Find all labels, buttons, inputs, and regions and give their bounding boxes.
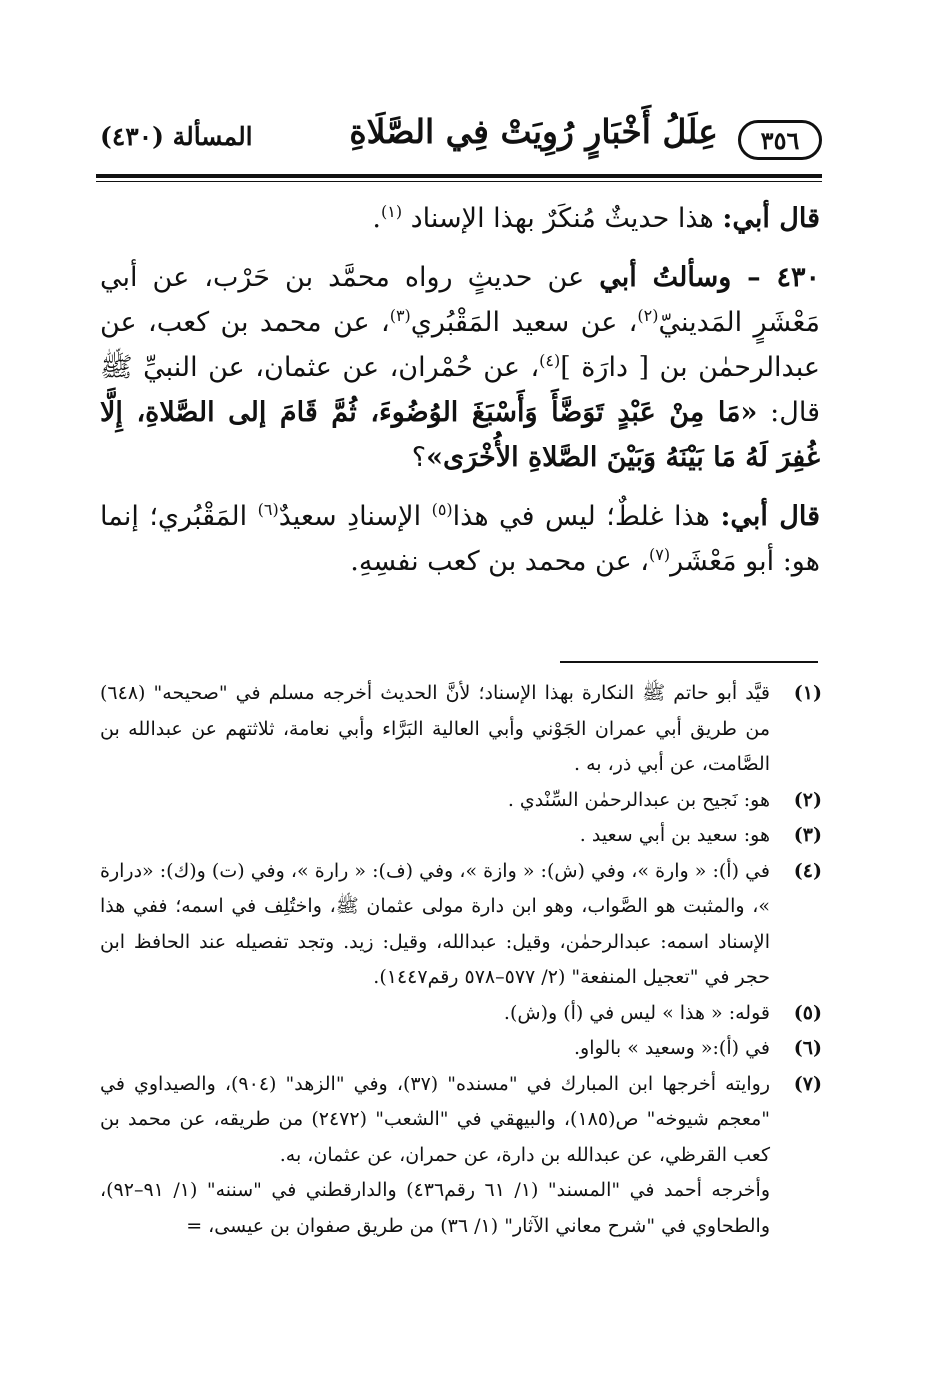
- question-paragraph: [100, 255, 820, 480]
- opening-paragraph: [100, 196, 820, 241]
- footnote-separator: [560, 661, 818, 663]
- footnote-text: روايته أخرجها ابن المبارك في "مسنده" (٣٧)، وفي "الزهد" (٩٠٤)، والصيداوي في "معجم شيوخه" ص(١٨٥)، والبيهقي في "الشعب" (٢٤٧٢) من طريقه، عن محمد بن كعب القرظي، عن عبدالله بن دارة، عن حمران، عن عثمان، به.: [100, 1072, 770, 1166]
- header-rule: [96, 174, 822, 178]
- footnote-number: (٥): [793, 1001, 822, 1024]
- footnote-number: (٣): [793, 824, 822, 846]
- footnote-ref-2: (٢): [637, 306, 659, 325]
- question-text-1: عن حديثٍ رواه محمَّد بن حَرْب، عن أبي مَعْشَرٍ المَدينيّ: [100, 262, 820, 338]
- footnote-text: في (أ): « وارة »، وفي (ش): « وازة »، وفي (ف): « رارة »، وفي (ت) و(ك): «درارة »، والمثبت هو الصَّواب، وهو ابن دارة مولى عثمان ﷺ، واختُلِف في اسمه؛ ففي هذا الإسناد اسمه: عبدالرحمٰن، وقيل: عبدالله، وقيل: زيد. وتجد تفصيله عند الحافظ ابن حجر في "تعجيل المنفعة" (٢/ ٥٧٧–٥٧٨ رقم١٤٤٧).: [100, 859, 770, 988]
- question-number: ٤٣٠ – وسألتُ أبي: [599, 262, 820, 293]
- footnote-number: (٦): [793, 1037, 822, 1059]
- answer-paragraph: [100, 494, 820, 584]
- footnote-2: [100, 783, 822, 819]
- footnote-7: [100, 1067, 822, 1174]
- footnote-ref-3: (٣): [389, 306, 411, 325]
- answer-speaker-label: قال أبي:: [720, 501, 820, 532]
- footnote-text: هو: سعيد بن أبي سعيد .: [579, 824, 770, 846]
- footnote-text: هو: نَجيح بن عبدالرحمٰن السِّنْدي .: [507, 788, 770, 811]
- footnote-text: قوله: « هذا » ليس في (أ) و(ش).: [503, 1001, 770, 1024]
- question-text-2: ، عن سعيد المَقْبُري: [410, 307, 638, 338]
- footnote-6: [100, 1031, 822, 1067]
- footnote-7-continued: [100, 1173, 822, 1244]
- answer-text-2: الإسنادِ سعيدٌ: [278, 501, 432, 532]
- footnote-ref-6: (٦): [257, 500, 279, 519]
- page-header: [96, 108, 822, 174]
- footnotes: [100, 676, 822, 1244]
- footnote-number: (١): [793, 682, 822, 704]
- footnote-number: (٢): [793, 788, 822, 811]
- question-text-4: ، عن حُمْران، عن عثمان، عن النبيِّ ﷺ قال:: [100, 352, 820, 428]
- book-title: عِلَلُ أَخْبَارٍ رُوِيَتْ فِي الصَّلَاةِ: [349, 112, 718, 151]
- footnote-3: [100, 818, 822, 854]
- footnote-text: في (أ):« وسعيد » بالواو.: [574, 1037, 770, 1059]
- footnote-4: [100, 854, 822, 996]
- footnote-1: [100, 676, 822, 783]
- question-text-3: ، عن محمد بن كعب، عن عبدالرحمٰن بن [ دارَة ]: [100, 307, 820, 383]
- footnote-number: (٧): [793, 1072, 822, 1095]
- footnote-ref-1: (١): [380, 202, 403, 221]
- footnote-ref-4: (٤): [539, 351, 561, 370]
- speaker-label: قال أبي:: [722, 203, 820, 234]
- answer-text-1: هذا غلطٌ؛ ليس في هذا: [452, 501, 710, 532]
- header-rule-thin: [96, 181, 822, 182]
- issue-label: المسألة (٤٣٠): [100, 122, 253, 151]
- footnote-text: وأخرجه أحمد في "المسند" (١/ ٦١ رقم٤٣٦) والدارقطني في "سننه" (١/ ٩١–٩٢)، والطحاوي في "شرح معاني الآثار" (١/ ٣٦) من طريق صفوان بن عيسى، =: [100, 1179, 770, 1237]
- statement-text: هذا حديثٌ مُنكَرٌ بهذا الإسناد: [410, 203, 714, 234]
- page-number: ٣٥٦: [738, 120, 822, 160]
- footnote-ref-5: (٥): [431, 500, 453, 519]
- hadith-text: «مَا مِنْ عَبْدٍ تَوَضَّأَ وَأَسْبَغَ الوُضُوءَ، ثُمَّ قَامَ إلى الصَّلاةِ، إِلَّا غُفِرَ لَهُ مَا بَيْنَهُ وَبَيْنَ الصَّلاةِ الأُخْرَى»: [100, 397, 820, 473]
- statement-end: .: [372, 203, 381, 234]
- footnote-text: قيَّد أبو حاتم ﷺ النكارة بهذا الإسناد؛ لأنَّ الحديث أخرجه مسلم في "صحيحه" (٦٤٨) من طريق أبي عمران الجَوْني وأبي العالية البَرَّاء وأبي نعامة، ثلاثتهم عن عبدالله بن الصَّامت، عن أبي ذر، به .: [100, 682, 770, 775]
- answer-text-3: المَقْبُري؛ إنما هو: أبو مَعْشَر: [100, 501, 820, 577]
- answer-text-4: ، عن محمد بن كعب نفسِهِ.: [350, 546, 650, 577]
- footnote-number: (٤): [793, 859, 822, 882]
- footnote-ref-7: (٧): [649, 545, 671, 564]
- question-end: ؟: [411, 442, 427, 473]
- main-text: [100, 196, 820, 598]
- footnote-5: [100, 996, 822, 1032]
